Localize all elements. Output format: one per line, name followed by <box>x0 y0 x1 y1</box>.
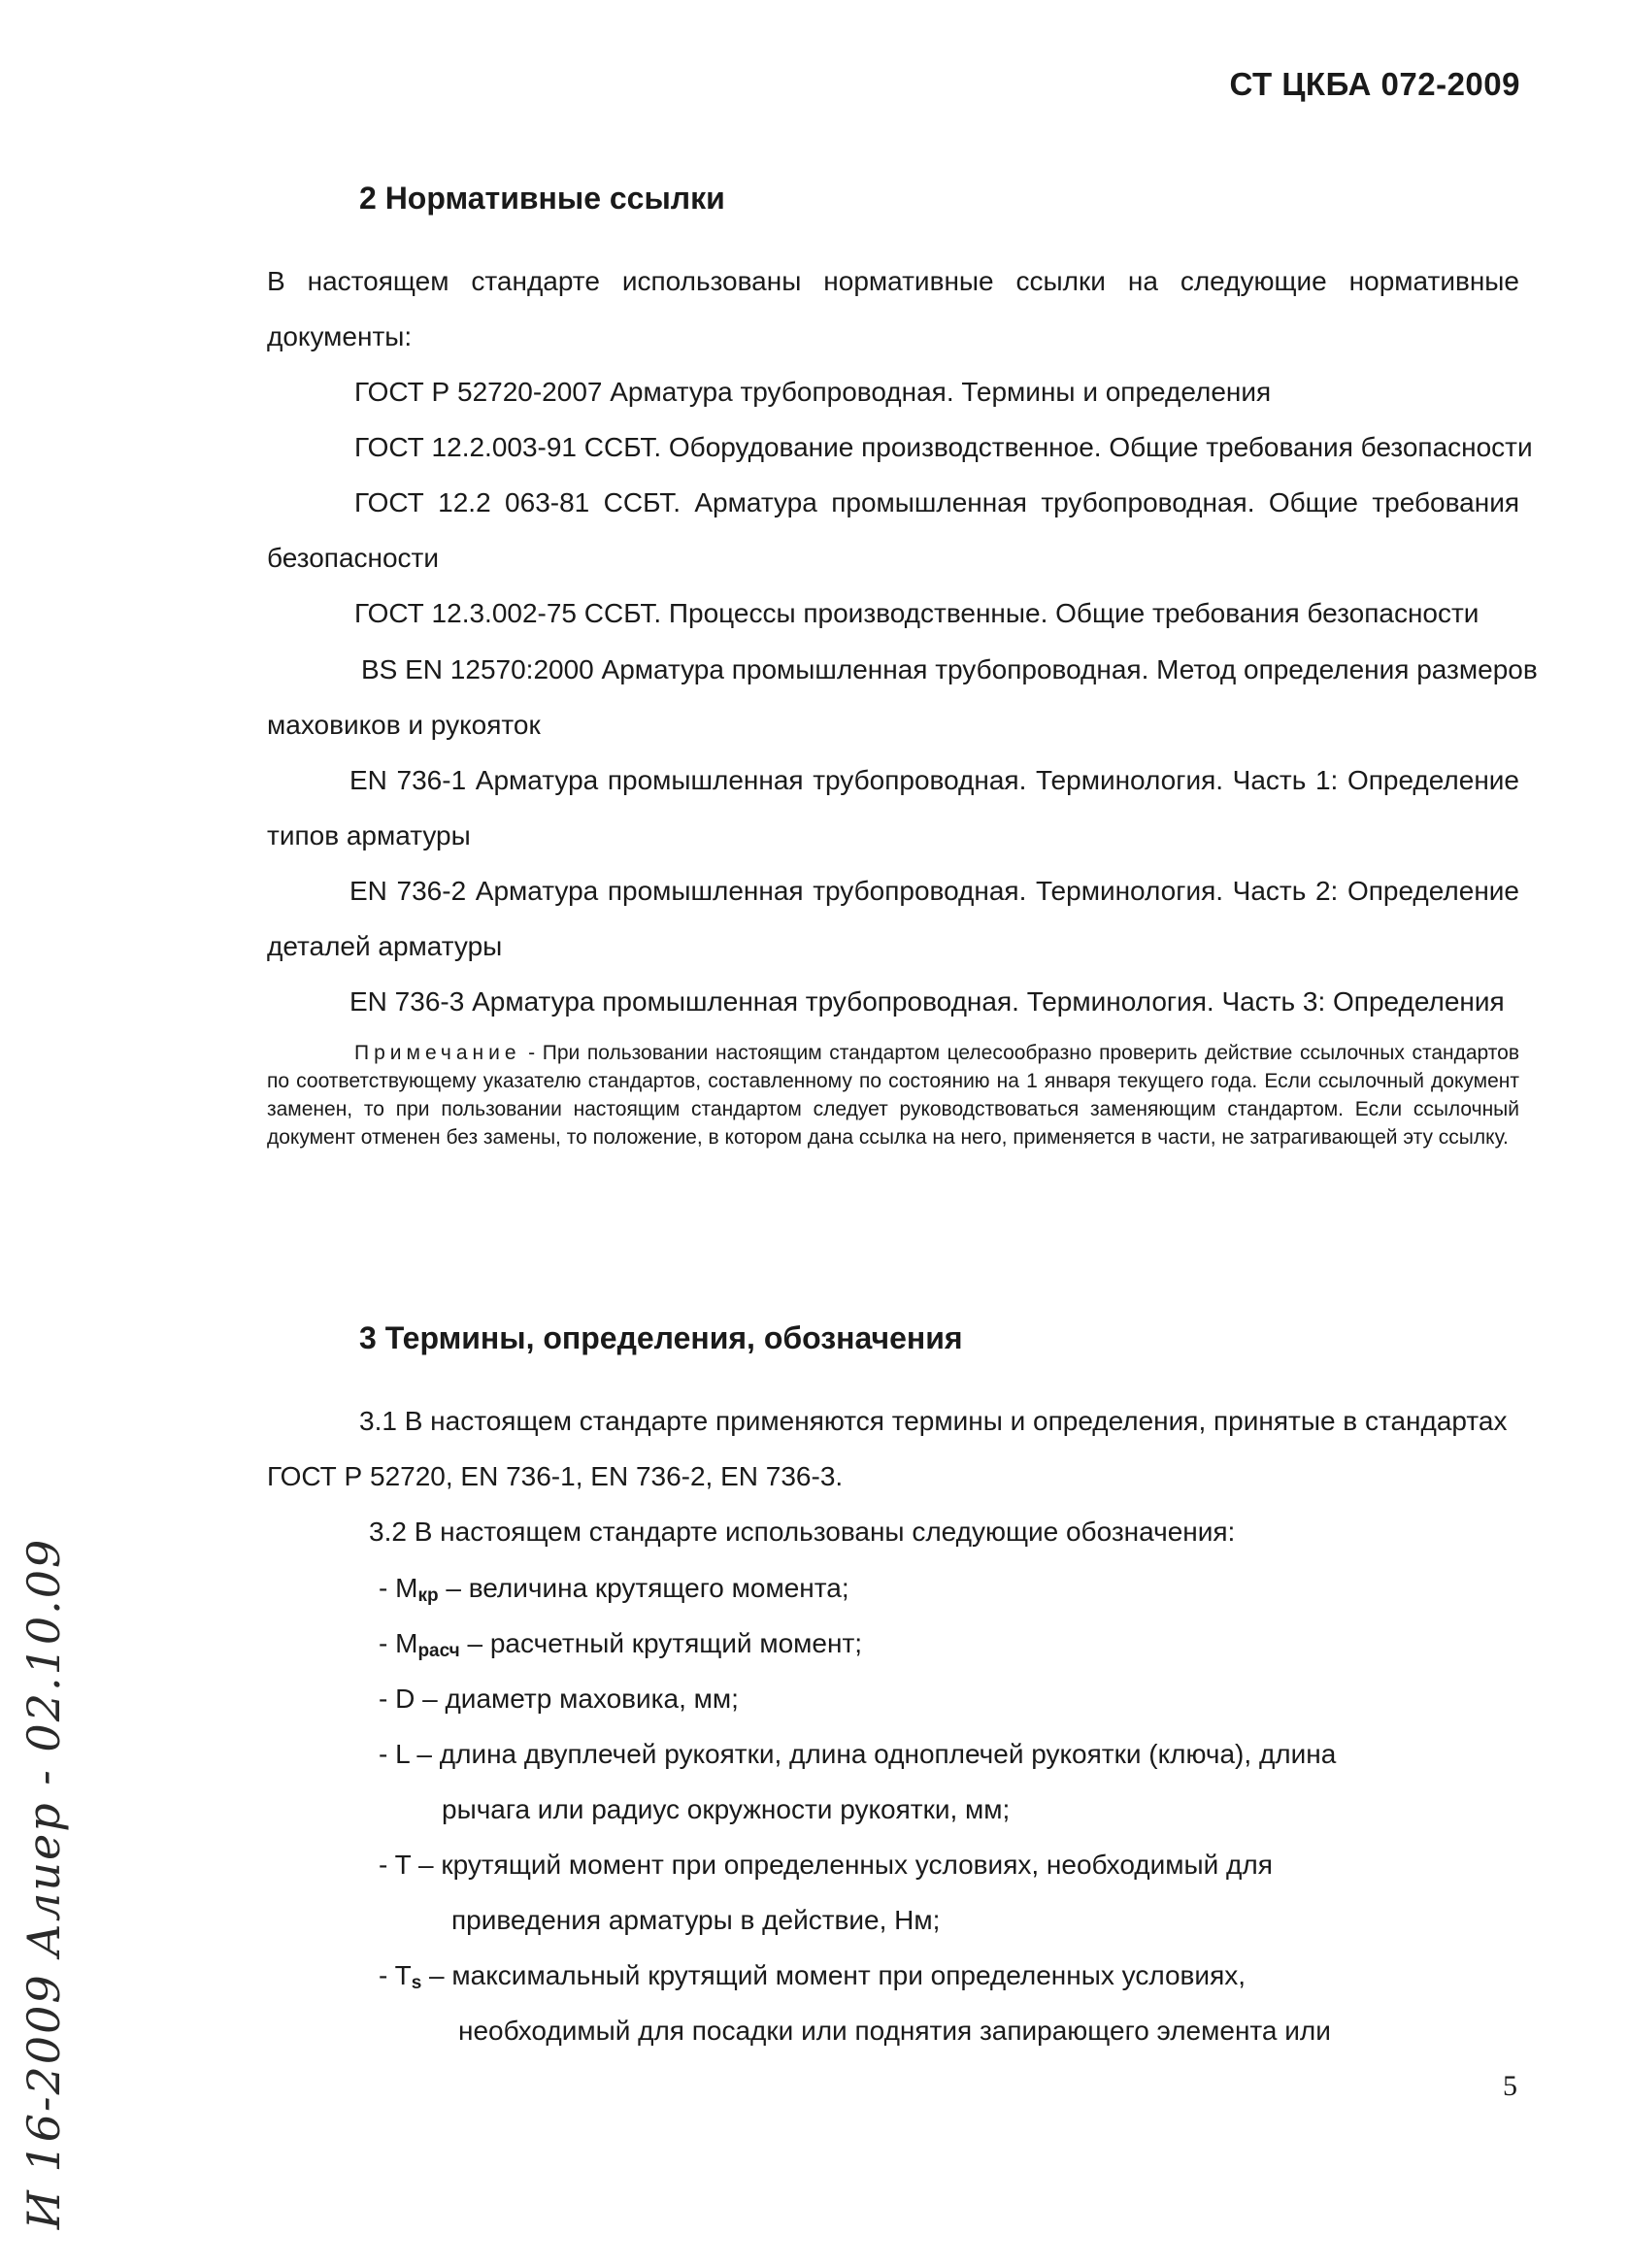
section-2-intro-line1: В настоящем стандарте использованы нормативные ссылки на следующие нормативные <box>267 266 1519 296</box>
note-text: - При пользовании настоящим стандартом целесообразно проверить действие ссылочных стандартов по соответствующему указателю стандартов, составленному по состоянию на 1 января текущего года. Если ссылочный документ заменен, то при пользовании настоящим стандартом следует руководствоваться заменяющим стандартом. Если ссылочный документ отменен без замены, то положение, в котором дана ссылка на него, применяется в части, не затрагивающей эту ссылку. <box>267 1042 1519 1149</box>
symbol-item: - T – крутящий момент при определенных условиях, необходимый для <box>379 1850 1273 1880</box>
symbol-item: - D – диаметр маховика, мм; <box>379 1684 739 1714</box>
symbol-item: - $T_s$ – максимальный крутящий момент при определенных условиях, <box>379 1960 1247 1993</box>
reference-item: BS EN 12570:2000 Арматура промышленная трубопроводная. Метод определения размеров <box>361 654 1538 684</box>
symbol-item: - $M_{кр}$ – величина крутящего момента; <box>379 1573 849 1606</box>
note-paragraph <box>267 1039 1519 1151</box>
reference-item-continuation: безопасности <box>267 543 440 573</box>
reference-item-continuation: маховиков и рукояток <box>267 710 541 740</box>
symbol-item: - L – длина двуплечей рукоятки, длина одноплечей рукоятки (ключа), длина <box>379 1739 1337 1769</box>
paragraph-3-1-line1: 3.1 В настоящем стандарте применяются термины и определения, принятые в стандартах <box>359 1406 1508 1436</box>
symbol-item: - $M_{расч}$ – расчетный крутящий момент; <box>379 1628 863 1661</box>
paragraph-3-1-line2: ГОСТ Р 52720, EN 736-1, EN 736-2, EN 736-3. <box>267 1461 844 1491</box>
reference-item: EN 736-2 Арматура промышленная трубопроводная. Терминология. Часть 2: Определение <box>349 876 1519 906</box>
reference-item-continuation: деталей арматуры <box>267 931 503 961</box>
reference-item: ГОСТ Р 52720-2007 Арматура трубопроводная. Термины и определения <box>354 377 1272 407</box>
symbol-item-continuation: необходимый для посадки или поднятия запирающего элемента или <box>458 2016 1331 2046</box>
note-label: Примечание <box>354 1042 521 1064</box>
document-code: СТ ЦКБА 072-2009 <box>1229 66 1520 102</box>
handwritten-margin-note: И 16-2009 Алиер - 02.10.09 <box>17 1537 70 2230</box>
reference-item: ГОСТ 12.3.002-75 ССБТ. Процессы производственные. Общие требования безопасности <box>354 598 1479 628</box>
page-number: 5 <box>1503 2070 1517 2102</box>
section-2-heading: 2 Нормативные ссылки <box>359 181 725 216</box>
symbol-item-continuation: приведения арматуры в действие, Нм; <box>451 1905 941 1935</box>
reference-item: EN 736-1 Арматура промышленная трубопроводная. Терминология. Часть 1: Определение <box>349 765 1519 795</box>
reference-item-continuation: типов арматуры <box>267 820 471 850</box>
section-3-heading: 3 Термины, определения, обозначения <box>359 1320 963 1355</box>
reference-item: EN 736-3 Арматура промышленная трубопроводная. Терминология. Часть 3: Определения <box>349 986 1505 1017</box>
reference-item: ГОСТ 12.2.003-91 ССБТ. Оборудование производственное. Общие требования безопасности <box>354 432 1533 462</box>
paragraph-3-2: 3.2 В настоящем стандарте использованы следующие обозначения: <box>369 1517 1236 1547</box>
section-2-intro-line2: документы: <box>267 321 413 351</box>
reference-item: ГОСТ 12.2 063-81 ССБТ. Арматура промышленная трубопроводная. Общие требования <box>354 487 1519 517</box>
symbol-item-continuation: рычага или радиус окружности рукоятки, мм; <box>442 1794 1011 1824</box>
